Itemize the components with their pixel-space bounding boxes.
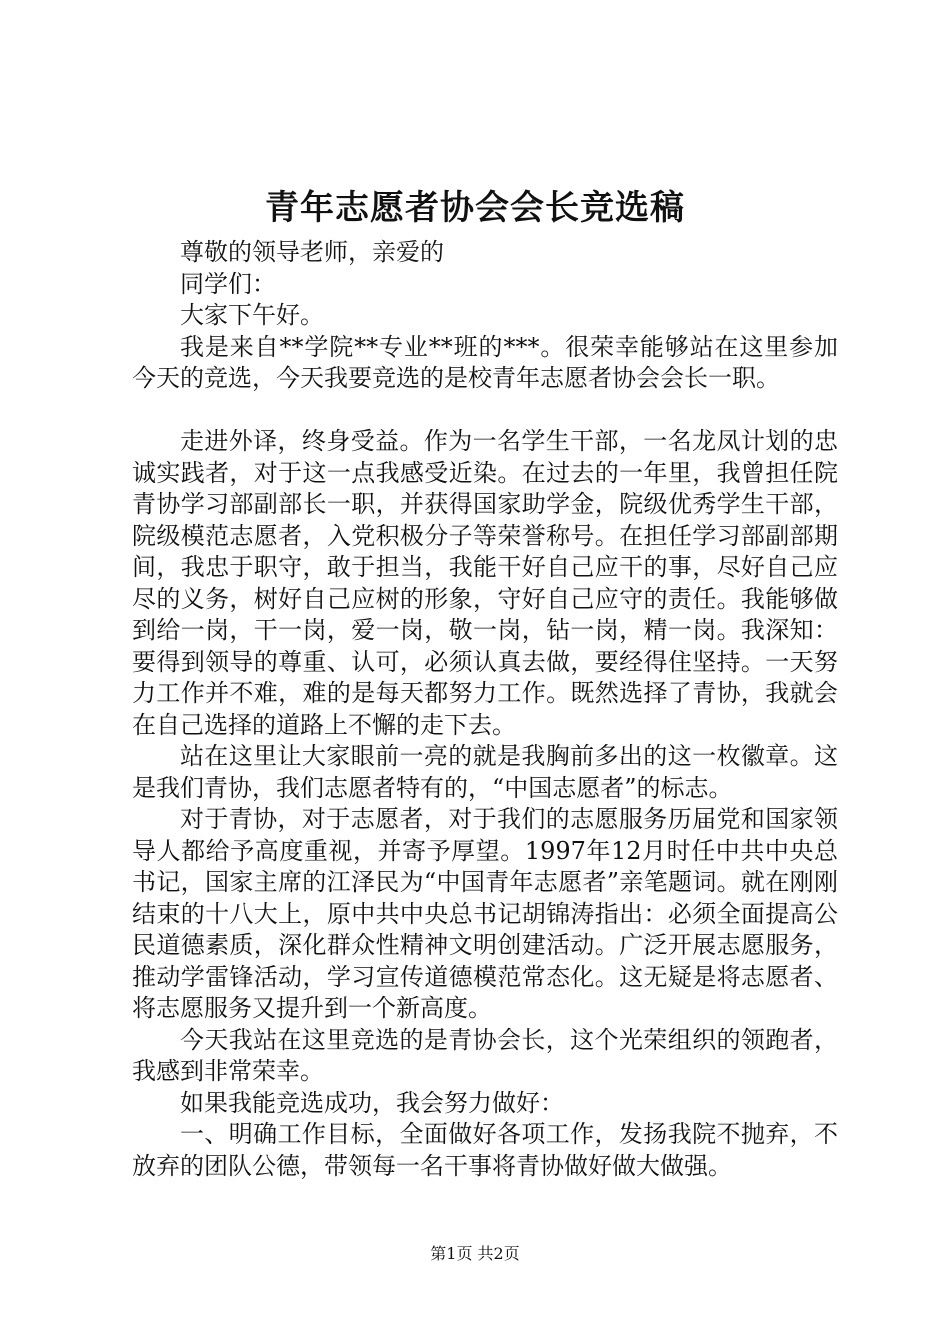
leadership-paragraph: 对于青协，对于志愿者，对于我们的志愿服务历届党和国家领导人都给予高度重视，并寄予厚望。1997年12月时任中共中央总书记，国家主席的江泽民为“中国青年志愿者”亲笔题词。就在刚刚结束的十八大上，原中共中央总书记胡锦涛指出：必须全面提高公民道德素质，深化群众性精神文明创建活动。广泛开展志愿服务，推动学雷锋活动，学习宣传道德模范常态化。这无疑是将志愿者、将志愿服务又提升到一个新高度。: [132, 805, 838, 1022]
plan-item-1-paragraph: 一、明确工作目标，全面做好各项工作，发扬我院不抛弃，不放弃的团队公德，带领每一名干事将青协做好做大做强。: [132, 1120, 838, 1180]
salutation-line-2: 同学们：: [180, 269, 276, 298]
paragraph-spacer: [132, 395, 838, 427]
badge-paragraph: 站在这里让大家眼前一亮的就是我胸前多出的这一枚徽章。这是我们青协，我们志愿者特有的，“中国志愿者”的标志。: [132, 742, 838, 802]
experience-paragraph: 走进外译，终身受益。作为一名学生干部，一名龙凤计划的忠诚实践者，对于这一点我感受近染。在过去的一年里，我曾担任院青协学习部副部长一职，并获得国家助学金，院级优秀学生干部，院级模范志愿者，入党积极分子等荣誉称号。在担任学习部副部期间，我忠于职守，敢于担当，我能干好自己应干的事，尽好自己应尽的义务，树好自己应树的形象，守好自己应守的责任。我能够做到给一岗，干一岗，爱一岗，敬一岗，钻一岗，精一岗。我深知：要得到领导的尊重、认可，必须认真去做，要经得住坚持。一天努力工作并不难，难的是每天都努力工作。既然选择了青协，我就会在自己选择的道路上不懈的走下去。: [132, 427, 838, 739]
plan-intro-paragraph: 如果我能竞选成功，我会努力做好：: [180, 1088, 564, 1117]
document-title: 青年志愿者协会会长竞选稿: [265, 188, 685, 228]
self-intro-paragraph: 我是来自**学院**专业**班的***。很荣幸能够站在这里参加今天的竞选，今天我要竞选的是校青年志愿者协会会长一职。: [132, 332, 838, 392]
document-body: [132, 237, 838, 1182]
greeting-paragraph: 大家下午好。: [180, 301, 324, 329]
page-number-footer: 第1页 共2页: [430, 1244, 520, 1263]
salutation-line-1: 尊敬的领导老师，亲爱的: [180, 238, 444, 266]
honor-paragraph: 今天我站在这里竞选的是青协会长，这个光荣组织的领跑者，我感到非常荣幸。: [132, 1025, 838, 1085]
